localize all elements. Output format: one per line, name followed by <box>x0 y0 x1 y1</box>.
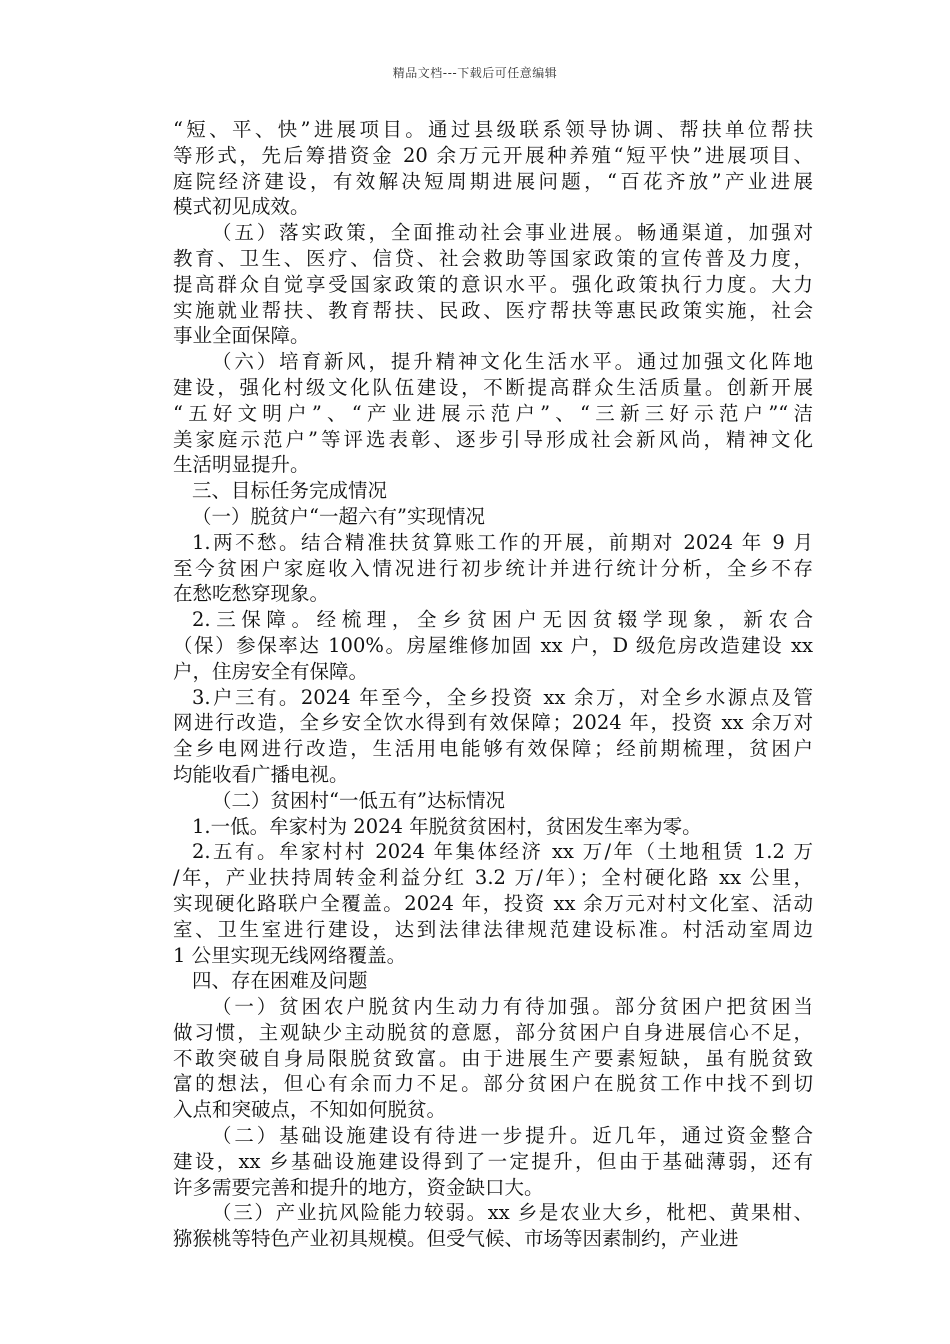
text-line: 全乡电网进行改造，生活用电能够有效保障；经前期梳理，贫困户 <box>173 737 813 761</box>
text-line: （五）落实政策，全面推动社会事业进展。畅通渠道，加强对 <box>212 221 813 245</box>
paragraph <box>173 530 813 607</box>
document-body <box>173 117 813 1252</box>
paragraph <box>173 478 813 504</box>
paragraph <box>173 788 813 814</box>
text-line: （二）基础设施建设有待进一步提升。近几年，通过资金整合 <box>212 1124 813 1148</box>
text-line: 网进行改造，全乡安全饮水得到有效保障；2024 年，投资 xx 余万对 <box>173 711 813 735</box>
text-line: （三）产业抗风险能力较弱。xx 乡是农业大乡，枇杷、黄果柑、 <box>212 1201 813 1225</box>
text-line: 做习惯，主观缺少主动脱贫的意愿，部分贫困户自身进展信心不足， <box>173 1020 813 1044</box>
text-line: 1 公里实现无线网络覆盖。 <box>173 943 407 967</box>
text-line: “五好文明户”、“产业进展示范户”、“三新三好示范户”“洁 <box>173 401 813 425</box>
text-line: 生活明显提升。 <box>173 453 310 477</box>
text-line: 3.户三有。2024 年至今，全乡投资 xx 余万，对全乡水源点及管 <box>192 685 813 709</box>
paragraph <box>173 117 813 220</box>
paragraph <box>173 1123 813 1200</box>
text-line: 建设，xx 乡基础设施建设得到了一定提升，但由于基础薄弱，还有 <box>173 1149 813 1173</box>
paragraph <box>173 504 813 530</box>
text-line: （二）贫困村“一低五有”达标情况 <box>212 788 505 812</box>
text-line: 实施就业帮扶、教育帮扶、民政、医疗帮扶等惠民政策实施，社会 <box>173 298 813 322</box>
text-line: 至今贫困户家庭收入情况进行初步统计并进行统计分析，全乡不存 <box>173 556 813 580</box>
paragraph <box>173 1200 813 1252</box>
text-line: 户，住房安全有保障。 <box>173 659 369 683</box>
text-line: 庭院经济建设，有效解决短周期进展问题，“百花齐放”产业进展 <box>173 169 813 193</box>
text-line: 三、目标任务完成情况 <box>192 479 388 503</box>
text-line: “短、平、快”进展项目。通过县级联系领导协调、帮扶单位帮扶 <box>173 118 813 141</box>
paragraph <box>173 349 813 478</box>
text-line: 2.三保障。经梳理，全乡贫困户无因贫辍学现象，新农合 <box>192 608 813 632</box>
text-line: 1.两不愁。结合精准扶贫算账工作的开展，前期对 2024 年 9 月 <box>192 530 813 554</box>
text-line: 模式初见成效。 <box>173 195 310 219</box>
text-line: 提高群众自觉享受国家政策的意识水平。强化政策执行力度。大力 <box>173 272 813 296</box>
text-line: 富的想法，但心有余而力不足。部分贫困户在脱贫工作中找不到切 <box>173 1072 813 1096</box>
paragraph <box>173 685 813 788</box>
text-line: 在愁吃愁穿现象。 <box>173 582 330 606</box>
text-line: 均能收看广播电视。 <box>173 762 349 786</box>
paragraph <box>173 814 813 840</box>
text-line: （六）培育新风，提升精神文化生活水平。通过加强文化阵地 <box>212 350 813 374</box>
text-line: 美家庭示范户”等评选表彰、逐步引导形成社会新风尚，精神文化 <box>173 427 813 451</box>
text-line: 室、卫生室进行建设，达到法律法律规范建设标准。村活动室周边 <box>173 917 813 941</box>
text-line: （保）参保率达 100%。房屋维修加固 xx 户，D 级危房改造建设 xx <box>173 633 813 657</box>
paragraph <box>173 968 813 994</box>
text-line: （一）贫困农户脱贫内生动力有待加强。部分贫困户把贫困当 <box>212 995 813 1019</box>
text-line: 2.五有。牟家村村 2024 年集体经济 xx 万/年（土地租赁 1.2 万 <box>192 840 813 864</box>
paragraph <box>173 220 813 349</box>
text-line: 事业全面保障。 <box>173 324 310 348</box>
text-line: 猕猴桃等特色产业初具规模。但受气候、市场等因素制约，产业进 <box>173 1227 739 1251</box>
text-line: 教育、卫生、医疗、信贷、社会救助等国家政策的宣传普及力度， <box>173 246 813 270</box>
text-line: 1.一低。牟家村为 2024 年脱贫贫困村，贫困发生率为零。 <box>192 814 702 838</box>
paragraph <box>173 839 813 968</box>
text-line: 建设，强化村级文化队伍建设，不断提高群众生活质量。创新开展 <box>173 375 813 399</box>
text-line: /年，产业扶持周转金利益分红 3.2 万/年）；全村硬化路 xx 公里， <box>173 866 813 890</box>
text-line: 等形式，先后筹措资金 20 余万元开展种养殖“短平快”进展项目、 <box>173 143 813 167</box>
text-line: 许多需要完善和提升的地方，资金缺口大。 <box>173 1175 544 1199</box>
page-header: 精品文档---下载后可任意编辑 <box>392 66 558 80</box>
text-line: （一）脱贫户“一超六有”实现情况 <box>192 504 485 528</box>
text-line: 不敢突破自身局限脱贫致富。由于进展生产要素短缺，虽有脱贫致 <box>173 1046 813 1070</box>
paragraph <box>173 994 813 1123</box>
paragraph <box>173 607 813 684</box>
text-line: 实现硬化路联户全覆盖。2024 年，投资 xx 余万元对村文化室、活动 <box>173 891 813 915</box>
text-line: 四、存在困难及问题 <box>192 969 368 993</box>
text-line: 入点和突破点，不知如何脱贫。 <box>173 1098 447 1122</box>
